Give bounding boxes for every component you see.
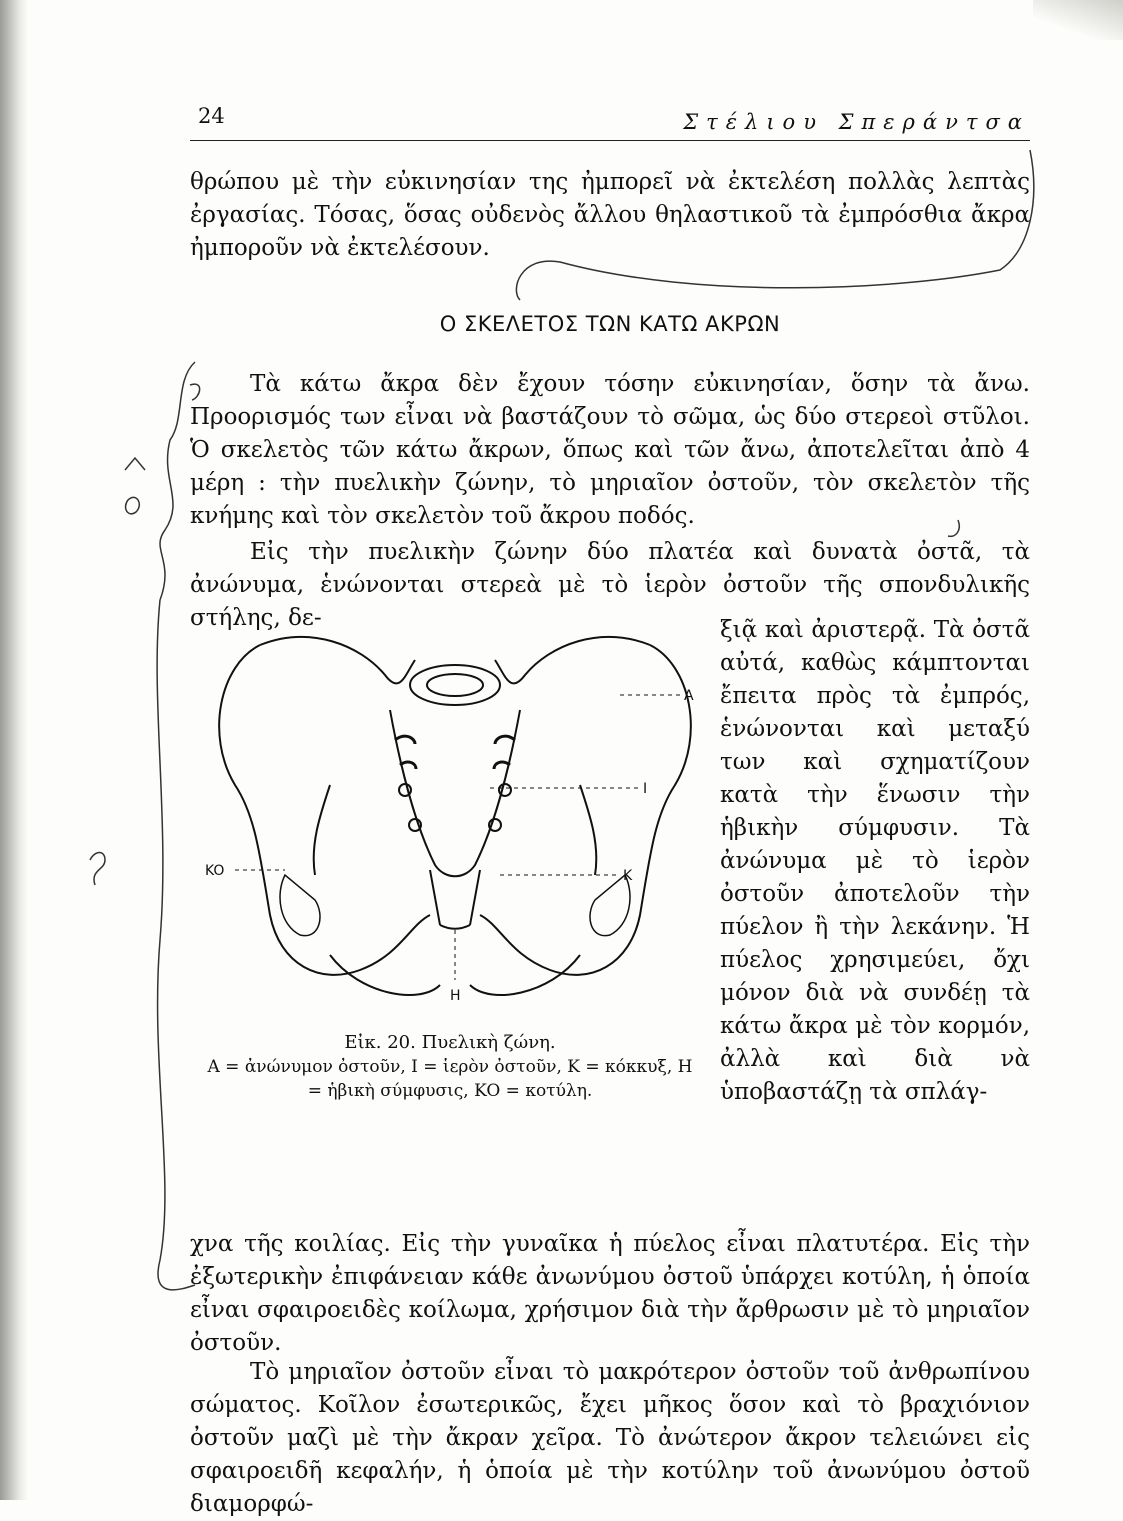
- running-head: Στέλιου Σπεράντσα: [683, 110, 1030, 134]
- scan-shadow-edge: [0, 0, 28, 1500]
- paragraph-3-side: ξιᾷ καὶ ἀριστερᾷ. Τὰ ὀστᾶ αὐτά, καθὼς κάμπτονται ἔπειτα πρὸς τὰ ἐμπρός, ἑνώνονται καὶ μεταξύ των καὶ σχηματίζουν κατὰ τὴν ἕνωσιν τὴν ἡβικὴν σύμφυσιν. Τὰ ἀνώνυμα μὲ τὸ ἱερὸν ὀστοῦν ἀποτελοῦν τὴν πύελον ἢ τὴν λεκάνην. Ἡ πύελος χρησιμεύει, ὄχι μόνον διὰ νὰ συνδέῃ τὰ κάτω ἄκρα μὲ τὸν κορμόν, ἀλλὰ καὶ διὰ νὰ ὑποβαστάζῃ τὰ σπλάγ-: [720, 617, 1030, 1105]
- paragraph-2: Τὰ κάτω ἄκρα δὲν ἔχουν τόσην εὐκινησίαν, ὅσην τὰ ἄνω. Προορισμός των εἶναι νὰ βαστάζουν τὸ σῶμα, ὡς δύο στερεοὶ στῦλοι. Ὁ σκελετὸς τῶν κάτω ἄκρων, ὅπως καὶ τῶν ἄνω, ἀποτελεῖται ἀπὸ 4 μέρη : τὴν πυελικὴν ζώνην, τὸ μηριαῖον ὀστοῦν, τὸν σκελετὸν τῆς κνήμης καὶ τὸν σκελετὸν τοῦ ἄκρου ποδός.: [190, 371, 1030, 529]
- page-header: [190, 100, 1030, 141]
- figure-caption: [200, 1031, 700, 1103]
- section-title: Ο ΣΚΕΛΕΤΟΣ ΤΩΝ ΚΑΤΩ ΑΚΡΩΝ: [439, 312, 781, 336]
- paragraph-1: θρώπου μὲ τὴν εὐκινησίαν της ἠμπορεῖ νὰ ἐκτελέση πολλὰς λεπτὰς ἐργασίας. Τόσας, ὅσας οὐδενὸς ἄλλου θηλαστικοῦ τὰ ἐμπρόσθια ἄκρα ἠμποροῦν νὰ ἐκτελέσουν.: [190, 169, 1030, 261]
- paragraph-3-rest: χνα τῆς κοιλίας. Εἰς τὴν γυναῖκα ἡ πύελος εἶναι πλατυτέρα. Εἰς τὴν ἐξωτερικὴν ἐπιφάνειαν κάθε ἀνωνύμου ὀστοῦ ὑπάρχει κοτύλη, ἡ ὁποία εἶναι σφαιροειδὲς κοίλωμα, χρήσιμον διὰ τὴν ἄρθρωσιν μὲ τὸ μηριαῖον ὀστοῦν.: [190, 1231, 1030, 1356]
- figure-caption-title: Εἰκ. 20. Πυελικὴ ζώνη.: [344, 1032, 556, 1053]
- label-i: I: [643, 781, 648, 797]
- label-a: A: [684, 688, 694, 704]
- book-page: [190, 100, 1030, 1517]
- paragraph-3-top: Εἰς τὴν πυελικὴν ζώνην δύο πλατέα καὶ δυνατὰ ὀστᾶ, τὰ ἀνώνυμα, ἑνώνονται στερεὰ μὲ τὸ ἱερὸν ὀστοῦν τῆς σπονδυλικῆς στήλης, δε-: [190, 539, 1030, 631]
- pelvis-illustration: [200, 615, 710, 1015]
- label-ko: KO: [205, 863, 225, 879]
- page-number: 24: [198, 104, 225, 128]
- scan-shadow-corner: [1033, 0, 1123, 40]
- label-h: H: [450, 988, 461, 1004]
- figure-caption-legend: A = ἀνώνυμον ὀστοῦν, I = ἱερὸν ὀστοῦν, K = κόκκυξ, H = ἡβικὴ σύμφυσις, KO = κοτύλη.: [207, 1057, 693, 1101]
- label-k: K: [623, 868, 633, 884]
- paragraph-4: Τὸ μηριαῖον ὀστοῦν εἶναι τὸ μακρότερον ὀστοῦν τοῦ ἀνθρωπίνου σώματος. Κοῖλον ἐσωτερικῶς, ἔχει μῆκος ὅσον καὶ τὸ βραχιόνιον ὀστοῦν μαζὶ μὲ τὴν ἄκραν χεῖρα. Τὸ ἀνώτερον ἄκρον τελειώνει εἰς σφαιροειδῆ κεφαλήν, ἡ ὁποία μὲ τὴν κοτύλην τοῦ ἀνωνύμου ὀστοῦ διαμορφώ-: [190, 1359, 1030, 1517]
- pelvis-figure: [200, 615, 710, 1125]
